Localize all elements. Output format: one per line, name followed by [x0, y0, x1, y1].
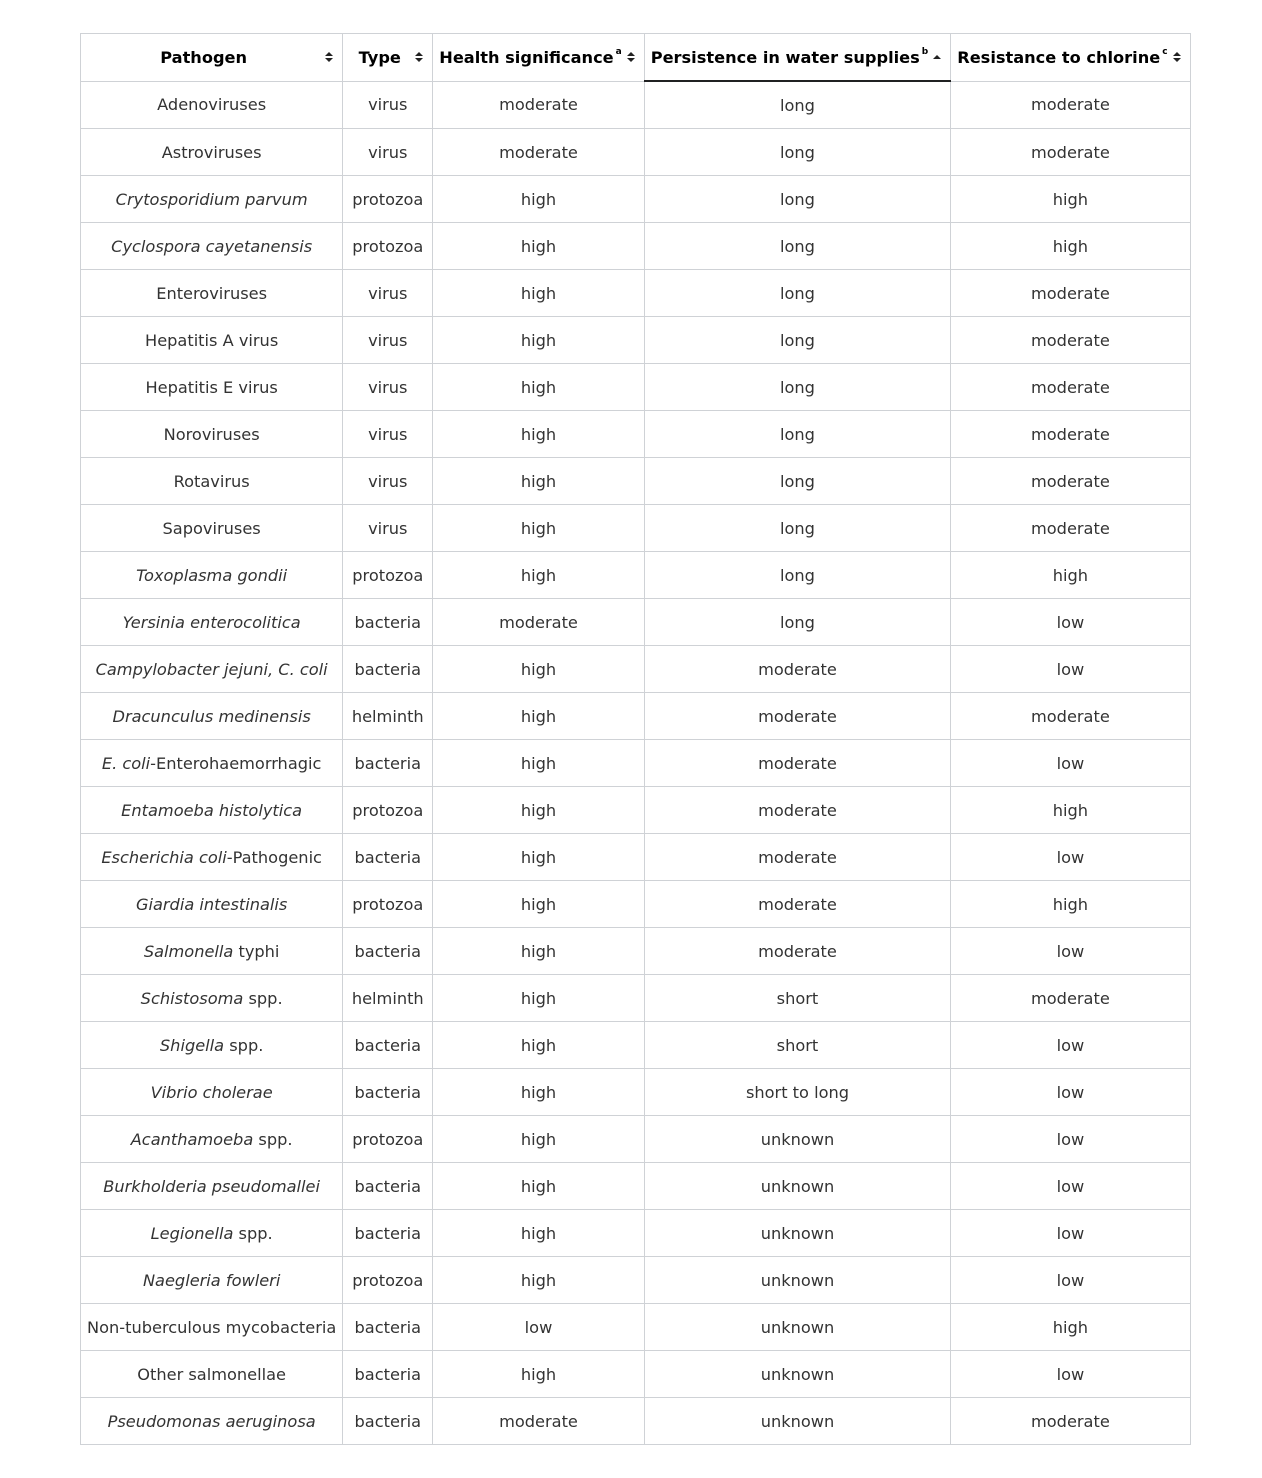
- cell-type: virus: [343, 81, 433, 129]
- cell-health-significance: high: [433, 270, 644, 317]
- cell-type: protozoa: [343, 552, 433, 599]
- cell-persistence: unknown: [644, 1210, 951, 1257]
- table-row: [81, 458, 1191, 505]
- cell-persistence: long: [644, 505, 951, 552]
- cell-type: bacteria: [343, 1351, 433, 1398]
- table-row: [81, 928, 1191, 975]
- column-header-label: Pathogen: [160, 47, 248, 67]
- table-row: [81, 1398, 1191, 1445]
- table-row: [81, 176, 1191, 223]
- cell-resistance-to-chlorine: high: [951, 881, 1190, 928]
- cell-resistance-to-chlorine: high: [951, 787, 1190, 834]
- column-header-label: Persistence in water supplies: [650, 47, 920, 67]
- cell-resistance-to-chlorine: high: [951, 552, 1190, 599]
- cell-persistence: moderate: [644, 834, 951, 881]
- pathogen-name-italic: Salmonella: [143, 941, 234, 961]
- cell-health-significance: high: [433, 223, 644, 270]
- cell-health-significance: high: [433, 740, 644, 787]
- pathogen-name-text: Hepatitis E virus: [145, 377, 278, 397]
- cell-health-significance: moderate: [433, 129, 644, 176]
- table-row: [81, 1116, 1191, 1163]
- cell-pathogen: [81, 599, 343, 646]
- cell-persistence: moderate: [644, 881, 951, 928]
- cell-resistance-to-chlorine: moderate: [951, 458, 1190, 505]
- cell-type: helminth: [343, 975, 433, 1022]
- cell-type: bacteria: [343, 834, 433, 881]
- table-row: [81, 1022, 1191, 1069]
- cell-health-significance: high: [433, 1069, 644, 1116]
- cell-pathogen: [81, 1304, 343, 1351]
- table-row: [81, 1304, 1191, 1351]
- cell-persistence: long: [644, 317, 951, 364]
- pathogen-name-text: spp.: [243, 988, 283, 1008]
- pathogen-name-italic: Yersinia enterocolitica: [122, 612, 301, 632]
- cell-pathogen: [81, 81, 343, 129]
- cell-pathogen: [81, 1069, 343, 1116]
- table-row: [81, 834, 1191, 881]
- cell-health-significance: high: [433, 646, 644, 693]
- pathogen-name-italic: Vibrio cholerae: [150, 1082, 273, 1102]
- cell-pathogen: [81, 1351, 343, 1398]
- table-row: [81, 364, 1191, 411]
- table-row: [81, 1069, 1191, 1116]
- cell-health-significance: high: [433, 1351, 644, 1398]
- cell-resistance-to-chlorine: low: [951, 1116, 1190, 1163]
- cell-type: bacteria: [343, 928, 433, 975]
- column-header-label: Type: [358, 47, 401, 67]
- cell-persistence: long: [644, 364, 951, 411]
- cell-persistence: unknown: [644, 1116, 951, 1163]
- sort-ascending-icon[interactable]: [932, 51, 942, 63]
- cell-persistence: long: [644, 81, 951, 129]
- cell-pathogen: [81, 834, 343, 881]
- cell-resistance-to-chlorine: high: [951, 176, 1190, 223]
- pathogen-table-container: [80, 33, 1191, 1445]
- cell-pathogen: [81, 1022, 343, 1069]
- table-row: [81, 129, 1191, 176]
- cell-type: bacteria: [343, 1304, 433, 1351]
- footnote-marker: a: [615, 47, 622, 58]
- cell-health-significance: high: [433, 364, 644, 411]
- pathogen-name-italic: Campylobacter jejuni, C. coli: [95, 659, 328, 679]
- cell-persistence: long: [644, 552, 951, 599]
- table-row: [81, 599, 1191, 646]
- table-row: [81, 975, 1191, 1022]
- cell-persistence: unknown: [644, 1398, 951, 1445]
- cell-pathogen: [81, 787, 343, 834]
- cell-persistence: unknown: [644, 1257, 951, 1304]
- column-header-health-significance[interactable]: [433, 34, 644, 82]
- pathogen-name-italic: Escherichia coli: [101, 847, 227, 867]
- cell-resistance-to-chlorine: low: [951, 1163, 1190, 1210]
- table-row: [81, 881, 1191, 928]
- cell-type: bacteria: [343, 646, 433, 693]
- cell-pathogen: [81, 1398, 343, 1445]
- cell-resistance-to-chlorine: low: [951, 1069, 1190, 1116]
- cell-pathogen: [81, 646, 343, 693]
- cell-pathogen: [81, 411, 343, 458]
- cell-resistance-to-chlorine: low: [951, 834, 1190, 881]
- cell-type: helminth: [343, 693, 433, 740]
- sort-both-icon[interactable]: [324, 51, 334, 63]
- pathogen-name-text: Sapoviruses: [162, 518, 261, 538]
- cell-health-significance: high: [433, 834, 644, 881]
- cell-resistance-to-chlorine: high: [951, 1304, 1190, 1351]
- cell-persistence: unknown: [644, 1351, 951, 1398]
- cell-health-significance: high: [433, 787, 644, 834]
- footnote-marker: c: [1162, 47, 1168, 58]
- cell-pathogen: [81, 693, 343, 740]
- cell-type: virus: [343, 505, 433, 552]
- sort-both-icon[interactable]: [1172, 51, 1182, 63]
- column-header-label: Health significance: [439, 47, 614, 67]
- cell-pathogen: [81, 505, 343, 552]
- table-row: [81, 1210, 1191, 1257]
- cell-health-significance: high: [433, 176, 644, 223]
- cell-persistence: long: [644, 176, 951, 223]
- cell-resistance-to-chlorine: low: [951, 599, 1190, 646]
- pathogen-name-italic: Entamoeba histolytica: [121, 800, 303, 820]
- column-header-resistance-to-chlorine[interactable]: [951, 34, 1190, 82]
- cell-persistence: moderate: [644, 740, 951, 787]
- cell-type: virus: [343, 317, 433, 364]
- cell-pathogen: [81, 881, 343, 928]
- cell-persistence: moderate: [644, 928, 951, 975]
- cell-pathogen: [81, 1257, 343, 1304]
- pathogen-name-italic: Pseudomonas aeruginosa: [107, 1411, 316, 1431]
- cell-health-significance: high: [433, 1163, 644, 1210]
- pathogen-name-italic: Shigella: [159, 1035, 225, 1055]
- cell-pathogen: [81, 458, 343, 505]
- pathogen-name-italic: Schistosoma: [140, 988, 244, 1008]
- pathogen-name-text: spp.: [233, 1223, 273, 1243]
- cell-health-significance: high: [433, 1116, 644, 1163]
- column-header-pathogen[interactable]: [81, 34, 343, 82]
- table-row: [81, 740, 1191, 787]
- pathogen-name-italic: Burkholderia pseudomallei: [103, 1176, 321, 1196]
- cell-resistance-to-chlorine: high: [951, 223, 1190, 270]
- cell-pathogen: [81, 552, 343, 599]
- cell-type: protozoa: [343, 787, 433, 834]
- pathogen-name-text: spp.: [224, 1035, 264, 1055]
- cell-resistance-to-chlorine: moderate: [951, 1398, 1190, 1445]
- cell-health-significance: moderate: [433, 1398, 644, 1445]
- cell-type: bacteria: [343, 1022, 433, 1069]
- footnote-marker: b: [921, 47, 929, 58]
- cell-pathogen: [81, 928, 343, 975]
- cell-resistance-to-chlorine: moderate: [951, 364, 1190, 411]
- pathogen-name-italic: E. coli: [101, 753, 151, 773]
- pathogen-name-italic: Legionella: [150, 1223, 234, 1243]
- cell-persistence: unknown: [644, 1163, 951, 1210]
- cell-pathogen: [81, 364, 343, 411]
- table-row: [81, 223, 1191, 270]
- cell-resistance-to-chlorine: moderate: [951, 693, 1190, 740]
- cell-pathogen: [81, 1163, 343, 1210]
- cell-resistance-to-chlorine: moderate: [951, 505, 1190, 552]
- cell-persistence: long: [644, 599, 951, 646]
- pathogen-name-italic: Dracunculus medinensis: [112, 706, 311, 726]
- cell-resistance-to-chlorine: low: [951, 1210, 1190, 1257]
- cell-resistance-to-chlorine: low: [951, 740, 1190, 787]
- table-header: [81, 34, 1191, 82]
- cell-pathogen: [81, 740, 343, 787]
- cell-resistance-to-chlorine: moderate: [951, 411, 1190, 458]
- cell-type: virus: [343, 458, 433, 505]
- cell-type: bacteria: [343, 1163, 433, 1210]
- pathogen-name-italic: Crytosporidium parvum: [115, 189, 308, 209]
- cell-resistance-to-chlorine: low: [951, 928, 1190, 975]
- cell-health-significance: high: [433, 1257, 644, 1304]
- pathogen-name-text: Noroviruses: [163, 424, 260, 444]
- cell-persistence: short to long: [644, 1069, 951, 1116]
- pathogen-name-italic: Acanthamoeba: [130, 1129, 254, 1149]
- table-row: [81, 552, 1191, 599]
- pathogen-name-italic: Toxoplasma gondii: [136, 565, 288, 585]
- pathogen-name-text: Other salmonellae: [137, 1364, 286, 1384]
- cell-persistence: moderate: [644, 646, 951, 693]
- cell-type: protozoa: [343, 1116, 433, 1163]
- sort-both-icon[interactable]: [414, 51, 424, 63]
- cell-type: bacteria: [343, 1069, 433, 1116]
- cell-type: virus: [343, 129, 433, 176]
- cell-type: virus: [343, 364, 433, 411]
- cell-type: protozoa: [343, 176, 433, 223]
- cell-persistence: long: [644, 411, 951, 458]
- cell-pathogen: [81, 975, 343, 1022]
- cell-health-significance: high: [433, 1210, 644, 1257]
- cell-resistance-to-chlorine: low: [951, 1022, 1190, 1069]
- table-row: [81, 646, 1191, 693]
- cell-health-significance: high: [433, 881, 644, 928]
- cell-persistence: long: [644, 270, 951, 317]
- cell-pathogen: [81, 270, 343, 317]
- cell-resistance-to-chlorine: moderate: [951, 270, 1190, 317]
- cell-persistence: long: [644, 223, 951, 270]
- cell-health-significance: low: [433, 1304, 644, 1351]
- column-header-label: Resistance to chlorine: [957, 47, 1161, 67]
- table-row: [81, 81, 1191, 129]
- cell-pathogen: [81, 176, 343, 223]
- cell-pathogen: [81, 1210, 343, 1257]
- sort-both-icon[interactable]: [626, 51, 636, 63]
- cell-resistance-to-chlorine: moderate: [951, 81, 1190, 129]
- cell-persistence: long: [644, 129, 951, 176]
- cell-persistence: moderate: [644, 693, 951, 740]
- cell-type: virus: [343, 411, 433, 458]
- column-header-persistence[interactable]: [644, 34, 951, 82]
- table-row: [81, 1257, 1191, 1304]
- cell-persistence: short: [644, 1022, 951, 1069]
- cell-type: bacteria: [343, 740, 433, 787]
- pathogen-name-text: spp.: [253, 1129, 293, 1149]
- table-row: [81, 270, 1191, 317]
- table-row: [81, 787, 1191, 834]
- cell-resistance-to-chlorine: moderate: [951, 975, 1190, 1022]
- cell-health-significance: high: [433, 458, 644, 505]
- cell-resistance-to-chlorine: low: [951, 1257, 1190, 1304]
- column-header-type[interactable]: [343, 34, 433, 82]
- cell-resistance-to-chlorine: moderate: [951, 129, 1190, 176]
- cell-pathogen: [81, 129, 343, 176]
- header-row: [81, 34, 1191, 82]
- cell-type: bacteria: [343, 1398, 433, 1445]
- cell-health-significance: high: [433, 693, 644, 740]
- table-row: [81, 693, 1191, 740]
- pathogen-name-text: Non-tuberculous mycobacteria: [87, 1317, 337, 1337]
- table-body: [81, 81, 1191, 1445]
- pathogen-name-text: -Enterohaemorrhagic: [150, 753, 322, 773]
- pathogen-name-text: Hepatitis A virus: [145, 330, 279, 350]
- pathogen-table: [80, 33, 1191, 1445]
- cell-health-significance: high: [433, 317, 644, 364]
- cell-type: bacteria: [343, 599, 433, 646]
- cell-pathogen: [81, 1116, 343, 1163]
- cell-persistence: short: [644, 975, 951, 1022]
- pathogen-name-italic: Cyclospora cayetanensis: [111, 236, 313, 256]
- cell-health-significance: moderate: [433, 599, 644, 646]
- cell-type: bacteria: [343, 1210, 433, 1257]
- cell-type: protozoa: [343, 881, 433, 928]
- cell-persistence: long: [644, 458, 951, 505]
- cell-resistance-to-chlorine: low: [951, 646, 1190, 693]
- cell-health-significance: high: [433, 928, 644, 975]
- table-row: [81, 505, 1191, 552]
- pathogen-name-italic: Giardia intestinalis: [135, 894, 288, 914]
- pathogen-name-text: Astroviruses: [161, 142, 262, 162]
- table-row: [81, 317, 1191, 364]
- cell-type: protozoa: [343, 1257, 433, 1304]
- cell-resistance-to-chlorine: moderate: [951, 317, 1190, 364]
- cell-health-significance: high: [433, 411, 644, 458]
- cell-pathogen: [81, 223, 343, 270]
- table-row: [81, 1351, 1191, 1398]
- pathogen-name-italic: Naegleria fowleri: [142, 1270, 281, 1290]
- cell-type: virus: [343, 270, 433, 317]
- pathogen-name-text: Rotavirus: [173, 471, 250, 491]
- pathogen-name-text: typhi: [233, 941, 280, 961]
- cell-health-significance: high: [433, 1022, 644, 1069]
- table-row: [81, 1163, 1191, 1210]
- cell-health-significance: high: [433, 505, 644, 552]
- cell-type: protozoa: [343, 223, 433, 270]
- cell-pathogen: [81, 317, 343, 364]
- cell-health-significance: moderate: [433, 81, 644, 129]
- table-row: [81, 411, 1191, 458]
- cell-health-significance: high: [433, 975, 644, 1022]
- cell-persistence: unknown: [644, 1304, 951, 1351]
- pathogen-name-text: Adenoviruses: [157, 95, 267, 115]
- pathogen-name-text: -Pathogenic: [226, 847, 322, 867]
- pathogen-name-text: Enteroviruses: [156, 283, 268, 303]
- cell-persistence: moderate: [644, 787, 951, 834]
- cell-health-significance: high: [433, 552, 644, 599]
- cell-resistance-to-chlorine: low: [951, 1351, 1190, 1398]
